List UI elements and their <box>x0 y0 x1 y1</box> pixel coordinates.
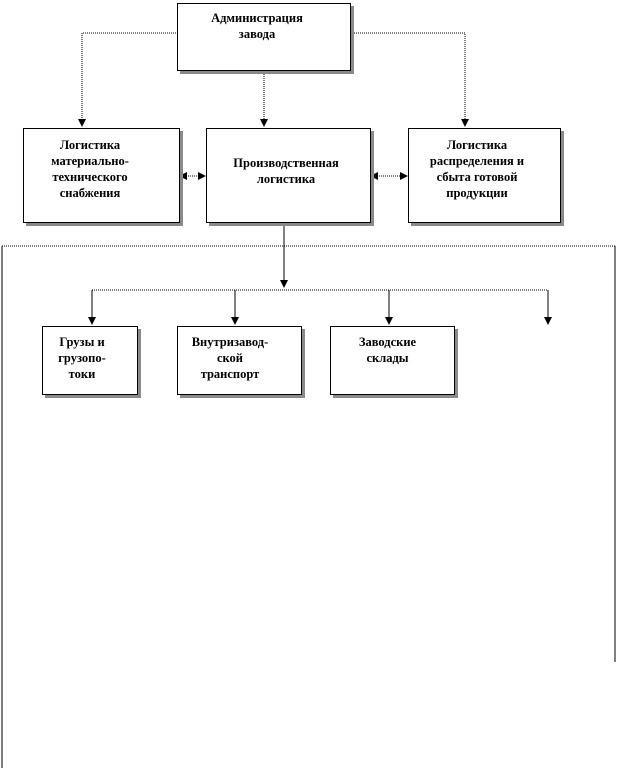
supply-logistics-label: Логистика материально- технического снабжения <box>51 138 129 200</box>
internal-transport-label: Внутризавод- ской транспорт <box>191 335 269 381</box>
administration-label: Администрация завода <box>211 11 303 41</box>
connector-admin-supply <box>82 33 178 126</box>
connector-admin-distribution <box>350 33 465 126</box>
distribution-logistics-label: Логистика распределения и сбыта готовой продукции <box>429 138 525 200</box>
plant-warehouses-label: Заводские склады <box>358 335 417 365</box>
cargo-flows-label: Грузы и грузопо- токи <box>58 335 106 381</box>
production-logistics-label: Производственная логистика <box>233 156 339 186</box>
